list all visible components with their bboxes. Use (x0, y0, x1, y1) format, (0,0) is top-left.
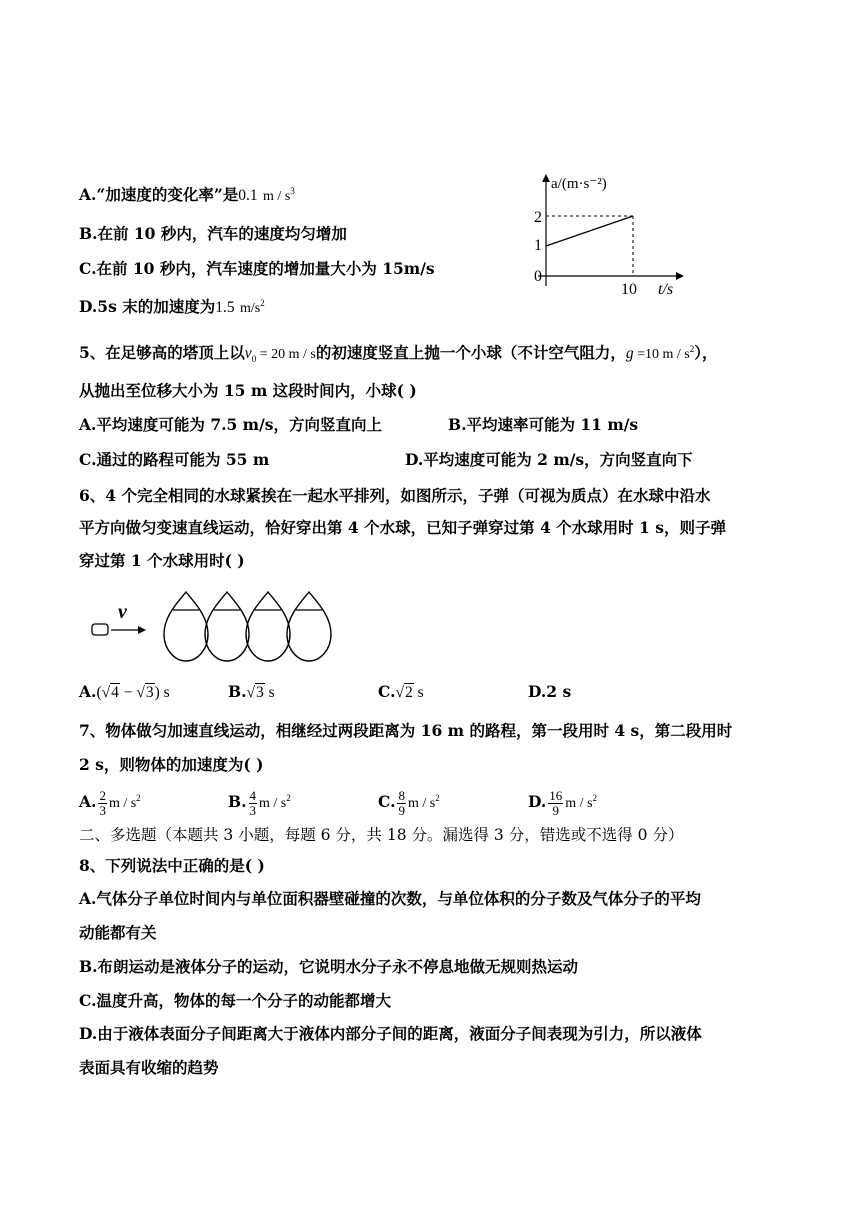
y-tick-2: 2 (534, 209, 542, 226)
q5-option-d: D.平均速度可能为 2 m/s，方向竖直向下 (405, 450, 693, 469)
q6-option-c-unit: s (413, 684, 424, 701)
q4-option-d-exp: 2 (260, 297, 265, 308)
q6-stem-line2: 平方向做匀变速直线运动，恰好穿出第 4 个水球，已知子弹穿过第 4 个水球用时 1 s，则子弹 (79, 518, 726, 537)
q6-stem-line3: 穿过第 1 个水球用时( ) (79, 551, 245, 570)
q4-option-d-value: 1.5 (215, 299, 235, 316)
q6-option-a (79, 682, 170, 703)
q6-option-b-unit: s (264, 684, 275, 701)
q6-option-c-label: C. (378, 682, 396, 701)
q6-paren-close: ) s (154, 684, 170, 701)
q7-option-a-unit: m / s (108, 796, 137, 811)
q7-option-a-numerator: 2 (99, 787, 106, 803)
x-tick-10: 10 (621, 281, 637, 298)
q7-option-d-unit: m / s (565, 796, 593, 811)
q8-option-c: C.温度升高，物体的每一个分子的动能都增大 (79, 991, 391, 1010)
q7-option-d-numerator: 16 (549, 787, 563, 803)
q7-option-b-denominator: 3 (249, 802, 256, 818)
q6-option-d: D.2 s (528, 682, 572, 701)
q4-option-d-unit: m/s (239, 301, 261, 316)
q7-option-a (79, 787, 141, 819)
q7-option-b-exp: 2 (286, 792, 291, 803)
q8-option-b: B.布朗运动是液体分子的运动，它说明水分子永不停息地做无规则热运动 (79, 957, 578, 976)
q6-option-c-formula: √2 s (395, 684, 424, 701)
q7-option-b-label: B. (228, 792, 247, 811)
q5-stem-line1 (79, 343, 717, 365)
q5-stem-line2: 从抛出至位移大小为 15 m 这段时间内，小球( ) (79, 381, 417, 400)
water-ball (246, 592, 290, 661)
q7-option-a-exp: 2 (136, 792, 141, 803)
q7-option-b-unit: m / s (259, 796, 287, 811)
q6-option-a-formula: (√4 − √3) s (96, 684, 170, 701)
water-ball (164, 592, 208, 661)
water-balls-figure (88, 588, 348, 668)
q6-stem-line1: 6、4 个完全相同的水球紧挨在一起水平排列，如图所示，子弹（可视为质点）在水球中沿水 (79, 486, 711, 505)
water-ball (205, 592, 249, 661)
q7-option-c-fraction (397, 789, 406, 818)
q8-option-a-line1: A.气体分子单位时间内与单位面积器壁碰撞的次数，与单位体积的分子数及气体分子的平均 (79, 889, 701, 908)
acceleration-time-graph (528, 168, 688, 300)
q7-option-c-numerator: 8 (398, 787, 405, 803)
q7-option-d-fraction (548, 789, 563, 818)
q5-g-variable: g (625, 345, 634, 362)
q6-minus: − (119, 684, 137, 701)
q5-stem-text-b: 的初速度竖直上抛一个小球（不计空气阻力， (315, 343, 626, 362)
q7-option-d-denominator: 9 (552, 802, 560, 818)
q6-paren-open: ( (96, 684, 102, 701)
q7-option-c-exp: 2 (435, 792, 440, 803)
q7-option-d (528, 787, 597, 819)
q5-option-a: A.平均速度可能为 7.5 m/s，方向竖直向上 (79, 415, 382, 434)
velocity-label: v (118, 601, 127, 623)
q7-option-c (378, 787, 440, 819)
q5-v0-subscript: 0 (251, 354, 257, 365)
q5-option-c: C.通过的路程可能为 55 m (79, 450, 270, 469)
bullet (92, 624, 108, 635)
x-axis-label: t/s (658, 281, 674, 298)
q7-option-b-fraction (249, 789, 258, 818)
q4-option-b: B.在前 10 秒内，汽车的速度均匀增加 (79, 224, 347, 243)
q7-option-a-label: A. (79, 792, 97, 811)
q4-option-a-unit: m / s (263, 189, 291, 204)
q7-option-c-denominator: 9 (398, 802, 405, 818)
q5-stem-text-a: 5、在足够高的塔顶上以 (79, 343, 245, 362)
q4-option-c: C.在前 10 秒内，汽车速度的增加量大小为 15m/s (79, 259, 435, 278)
q8-option-d-line2: 表面具有收缩的趋势 (79, 1058, 219, 1077)
q7-stem-line2: 2 s，则物体的加速度为( ) (79, 755, 264, 774)
q8-option-d-line1: D.由于液体表面分子间距离大于液体内部分子间的距离，液面分子间表现为引力，所以液体 (79, 1024, 702, 1043)
q7-option-a-denominator: 3 (99, 802, 106, 818)
q4-option-d-text: D.5s 末的加速度为 (79, 297, 216, 316)
q7-option-c-unit: m / s (407, 796, 436, 811)
q4-option-d (79, 297, 265, 319)
q5-v0-value: = 20 m / s (256, 347, 316, 362)
x-axis-arrow (676, 272, 684, 280)
q8-stem: 8、下列说法中正确的是( ) (79, 856, 265, 875)
q5-v0-variable: v (244, 345, 252, 362)
q8-option-a-line2: 动能都有关 (79, 923, 157, 942)
q5-option-b: B.平均速率可能为 11 m/s (448, 415, 639, 434)
velocity-arrow-head (138, 626, 146, 634)
q7-option-a-fraction (98, 789, 107, 818)
q4-option-a-exp: 3 (290, 185, 295, 196)
q7-stem-line1: 7、物体做匀加速直线运动，相继经过两段距离为 16 m 的路程，第一段用时 4 s，第二段用时 (79, 721, 733, 740)
q7-option-b-numerator: 4 (249, 787, 256, 803)
q6-radicand-2: 3 (145, 684, 154, 701)
q6-option-c (378, 682, 424, 703)
q4-option-a-value: 0.1 (238, 187, 258, 204)
water-ball (287, 592, 331, 661)
q7-option-b (228, 787, 291, 819)
y-axis-arrow (542, 174, 550, 182)
q6-option-c-radicand: 2 (404, 684, 413, 701)
q4-option-a (79, 185, 295, 207)
water-balls (164, 592, 331, 661)
q6-option-b-label: B. (228, 682, 247, 701)
q6-option-b-formula: √3 s (246, 684, 275, 701)
section-heading-multiple-choice: 二、多选题（本题共 3 小题，每题 6 分，共 18 分。漏选得 3 分，错选或不选得 0 分） (79, 826, 684, 844)
y-tick-1: 1 (534, 237, 542, 254)
q6-option-b-radicand: 3 (256, 684, 264, 701)
y-axis-label: a/(m·s⁻²) (551, 176, 607, 192)
origin-label: 0 (534, 268, 542, 285)
q4-option-a-text: A.“加速度的变化率”是 (79, 185, 239, 204)
q5-stem-text-c: ）， (694, 343, 718, 362)
q7-option-c-label: C. (378, 792, 396, 811)
q7-option-d-label: D. (528, 792, 547, 811)
q6-option-b (228, 682, 275, 703)
q5-g-exp: 2 (689, 343, 695, 354)
q6-radicand-1: 4 (111, 684, 119, 701)
q6-option-a-label: A. (79, 682, 97, 701)
q7-option-d-exp: 2 (592, 792, 598, 803)
q5-g-value: =10 m / s (633, 347, 690, 362)
acceleration-line (546, 216, 633, 246)
